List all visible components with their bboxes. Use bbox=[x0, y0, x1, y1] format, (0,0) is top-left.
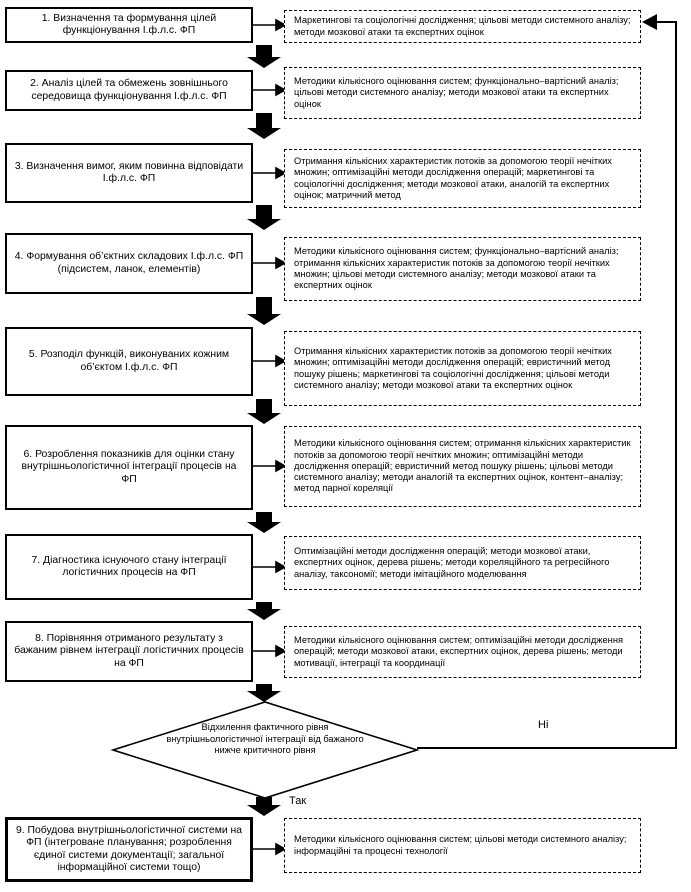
step-label: 1. Визначення та формування цілей функціонування І.ф.л.с. ФП bbox=[41, 12, 217, 36]
method-label: Отримання кількісних характеристик потоків за допомогою теорії нечітких множин; оптимізаційні методи дослідження операцій; евристичний метод пошуку рішень; маркетингові та соціологічні дослідження; цільові методи системного аналізу; методи мозкової атаки та експертних оцінок bbox=[294, 345, 612, 390]
down-arrow-icon bbox=[247, 684, 281, 702]
step-box-5 bbox=[5, 327, 253, 396]
method-box-5 bbox=[284, 331, 641, 406]
method-box-9 bbox=[284, 818, 641, 873]
method-label: Методики кількісного оцінювання систем; отримання кількісних характеристик потоків за допомогою теорії нечітких множин; оптимізаційні методи дослідження операцій; евристичний метод пошуку рішень; цільові методи системного аналізу; методи аналогій та експертних оцінок, контент–аналізу; метод парної кореляції bbox=[294, 438, 631, 494]
step-box-1 bbox=[5, 7, 253, 43]
down-arrow-icon bbox=[247, 113, 281, 139]
step-label: 3. Визначення вимог, яким повинна відповідати І.ф.л.с. ФП bbox=[14, 160, 244, 184]
step-label: 5. Розподіл функцій, виконуваних кожним об’єктом І.ф.л.с. ФП bbox=[28, 349, 230, 373]
down-arrow-icon bbox=[247, 512, 281, 533]
step-box-6 bbox=[5, 425, 253, 510]
step-box-8 bbox=[5, 621, 253, 682]
method-box-3 bbox=[284, 149, 641, 208]
step-box-9 bbox=[5, 817, 253, 882]
step-label: 8. Порівняння отриманого результату з бажаним рівнем інтеграції логістичних процесів на ФП bbox=[14, 633, 244, 669]
down-arrow-icon bbox=[247, 602, 281, 620]
method-label: Методики кількісного оцінювання систем; цільові методи системного аналізу; інформаційні та процесні технології bbox=[294, 834, 627, 856]
step-label: 9. Побудова внутрішньологістичної системи на ФП (інтегроване планування; розроблення єдиної системи документації; загальної інформаційної системи тощо) bbox=[15, 824, 243, 873]
branch-label-yes: Так bbox=[289, 795, 307, 807]
step-box-4 bbox=[5, 233, 253, 294]
step-label: 2. Аналіз цілей та обмежень зовнішнього середовища функціонування І.ф.л.с. ФП bbox=[30, 78, 228, 102]
step-box-3 bbox=[5, 143, 253, 203]
method-box-6 bbox=[284, 426, 641, 507]
method-box-1 bbox=[284, 10, 641, 43]
method-box-7 bbox=[284, 536, 641, 590]
step-label: 6. Розроблення показників для оцінки стану внутрішньологістичної інтеграції процесів на ФП bbox=[21, 449, 237, 485]
step-label: 4. Формування об’єктних складових І.ф.л.с. ФП (підсистем, ланок, елементів) bbox=[14, 251, 244, 275]
left-arrow-icon bbox=[642, 14, 657, 30]
method-label: Отримання кількісних характеристик потоків за допомогою теорії нечітких множин; оптимізаційні методи дослідження операцій; маркетингові та соціологічні дослідження; методи мозкової атаки, аналогій та експертних оцінок; матричний метод bbox=[294, 155, 612, 200]
method-box-2 bbox=[284, 67, 641, 119]
down-arrow-icon bbox=[247, 297, 281, 325]
step-label: 7. Діагностика існуючого стану інтеграції логістичних процесів на ФП bbox=[31, 554, 227, 578]
down-arrow-icon bbox=[247, 399, 281, 424]
down-arrow-icon bbox=[247, 205, 281, 230]
step-box-2 bbox=[5, 70, 253, 111]
branch-label-no: Ні bbox=[538, 719, 549, 731]
method-label: Маркетингові та соціологічні дослідження; цільові методи системного аналізу; методи мозкової атаки та експертних оцінок bbox=[294, 15, 631, 37]
decision-label: Відхилення фактичного рівня внутрішньологістичної інтеграції від бажаного нижче критичного рівня bbox=[166, 722, 364, 756]
method-label: Методики кількісного оцінювання систем; функціонально–вартісний аналіз; цільові методи системного аналізу; методи мозкової атаки та експертних оцінок bbox=[294, 76, 619, 109]
method-label: Оптимізаційні методи дослідження операцій; методи мозкової атаки, експертних оцінок, дерева рішень; методи кореляційного та регресійного аналізу, таксономії; методи імітаційного моделювання bbox=[294, 546, 610, 579]
method-box-4 bbox=[284, 237, 641, 301]
method-box-8 bbox=[284, 626, 641, 678]
method-label: Методики кількісного оцінювання систем; оптимізаційні методи дослідження операцій; методи мозкової атаки, експертних оцінок, дерева рішень; методи мотивації, інтеграції та координації bbox=[294, 635, 623, 668]
down-arrow-icon bbox=[247, 797, 281, 816]
step-box-7 bbox=[5, 534, 253, 600]
method-label: Методики кількісного оцінювання систем; функціонально–вартісний аналіз; отримання кількісних характеристик потоків за допомогою теорії нечітких множин; цільові методи системного аналізу; методи мозкової атаки та експертних оцінок bbox=[294, 246, 619, 291]
down-arrow-icon bbox=[247, 45, 281, 68]
